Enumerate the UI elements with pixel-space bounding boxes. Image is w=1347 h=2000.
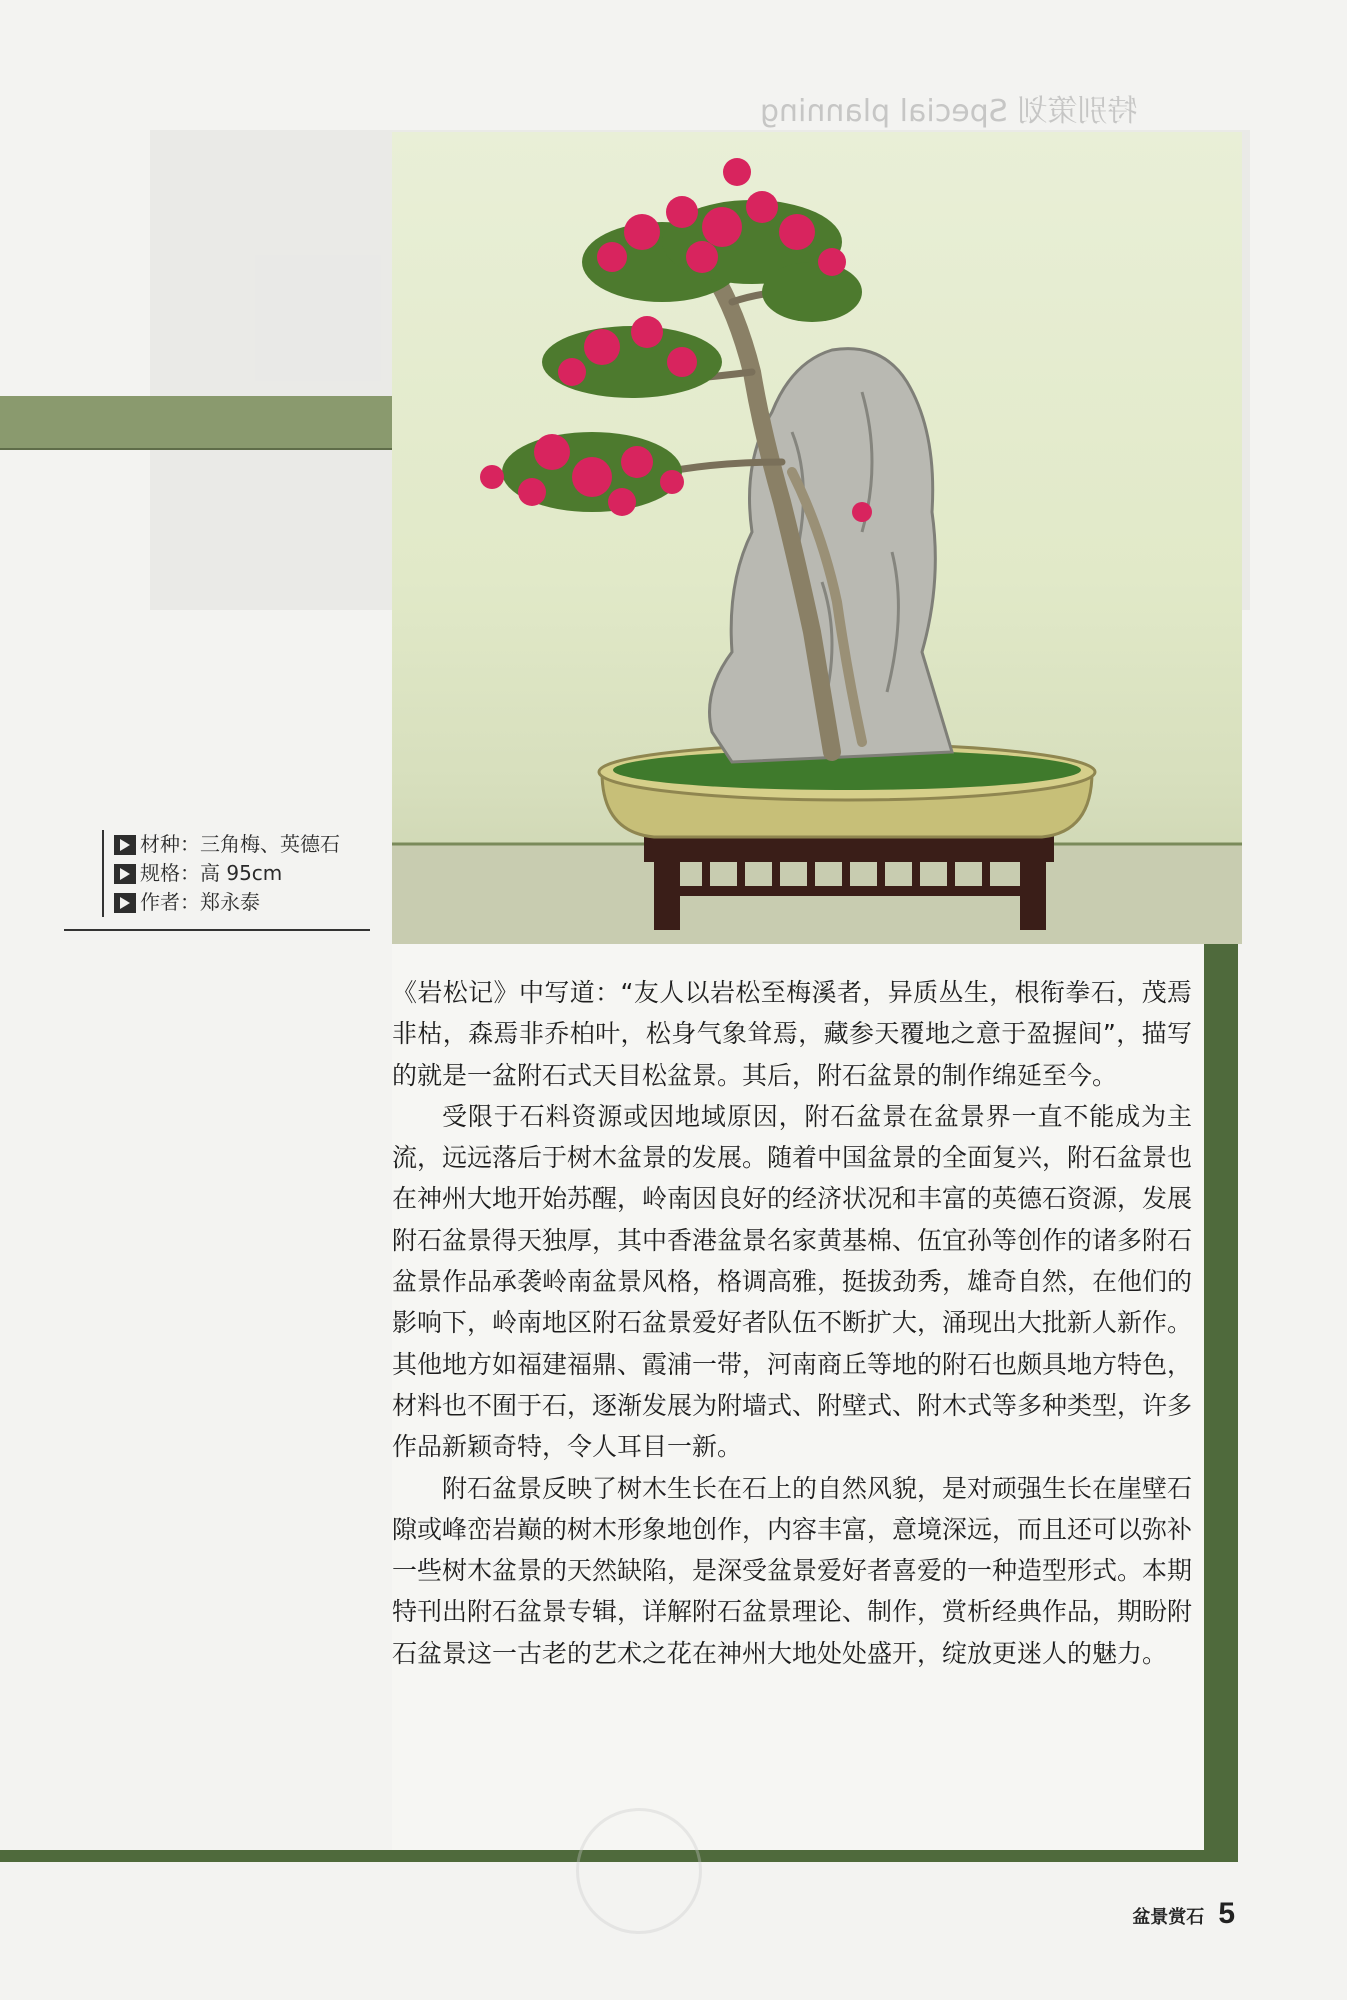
paragraph-1: 《岩松记》中写道：“友人以岩松至梅溪者，异质丛生，根衔拳石，茂焉非枯，森焉非乔柏叶，松身气象耸焉，藏参天覆地之意于盈握间”，描写的就是一盆附石式天目松盆景。其后，附石盆景的制作绵延至今。	[392, 978, 1192, 1090]
stand-leg-left	[654, 860, 680, 930]
left-accent-bar	[0, 396, 392, 450]
bonsai-illustration	[392, 132, 1242, 944]
spec-size	[114, 859, 340, 888]
play-arrow-icon	[114, 835, 136, 855]
spec-material	[114, 830, 340, 859]
bleed-through-header: 特别策划 Special planning	[760, 94, 1138, 129]
spec-material-text: 材种：三角梅、英德石	[140, 832, 340, 856]
spec-author	[114, 888, 340, 917]
page-footer	[1132, 1897, 1235, 1931]
play-arrow-icon	[114, 893, 136, 913]
stand-leg-right	[1020, 860, 1046, 930]
magazine-name: 盆景赏石	[1132, 1907, 1205, 1928]
watermark-seal	[576, 1808, 702, 1934]
article-body	[392, 972, 1192, 1674]
spec-author-text: 作者：郑永泰	[140, 890, 260, 914]
paragraph-3: 附石盆景反映了树木生长在石上的自然风貌，是对顽强生长在崖壁石隙或峰峦岩巅的树木形象地创作，内容丰富，意境深远，而且还可以弥补一些树木盆景的天然缺陷，是深受盆景爱好者喜爱的一种造型形式。本期特刊出附石盆景专辑，详解附石盆景理论、制作，赏析经典作品，期盼附石盆景这一古老的艺术之花在神州大地处处盛开，绽放更迷人的魅力。	[392, 1473, 1193, 1668]
green-frame-right	[1204, 944, 1238, 1862]
left-accent-bar-line	[0, 448, 392, 450]
page-number: 5	[1218, 1897, 1235, 1930]
spec-size-text: 规格：高 95cm	[140, 861, 283, 885]
specs-underline	[64, 929, 370, 931]
paragraph-2: 受限于石料资源或因地域原因，附石盆景在盆景界一直不能成为主流，远远落后于树木盆景的发展。随着中国盆景的全面复兴，附石盆景也在神州大地开始苏醒，岭南因良好的经济状况和丰富的英德石资源，发展附石盆景得天独厚，其中香港盆景名家黄基棉、伍宜孙等创作的诸多附石盆景作品承袭岭南盆景风格，格调高雅，挺拔劲秀，雄奇自然，在他们的影响下，岭南地区附石盆景爱好者队伍不断扩大，涌现出大批新人新作。其他地方如福建福鼎、霞浦一带，河南商丘等地的附石也颇具地方特色，材料也不囿于石，逐渐发展为附墙式、附壁式、附木式等多种类型，许多作品新颖奇特，令人耳目一新。	[392, 1101, 1193, 1462]
play-arrow-icon	[114, 864, 136, 884]
bonsai-photo	[392, 132, 1242, 944]
specs-box	[102, 830, 340, 917]
